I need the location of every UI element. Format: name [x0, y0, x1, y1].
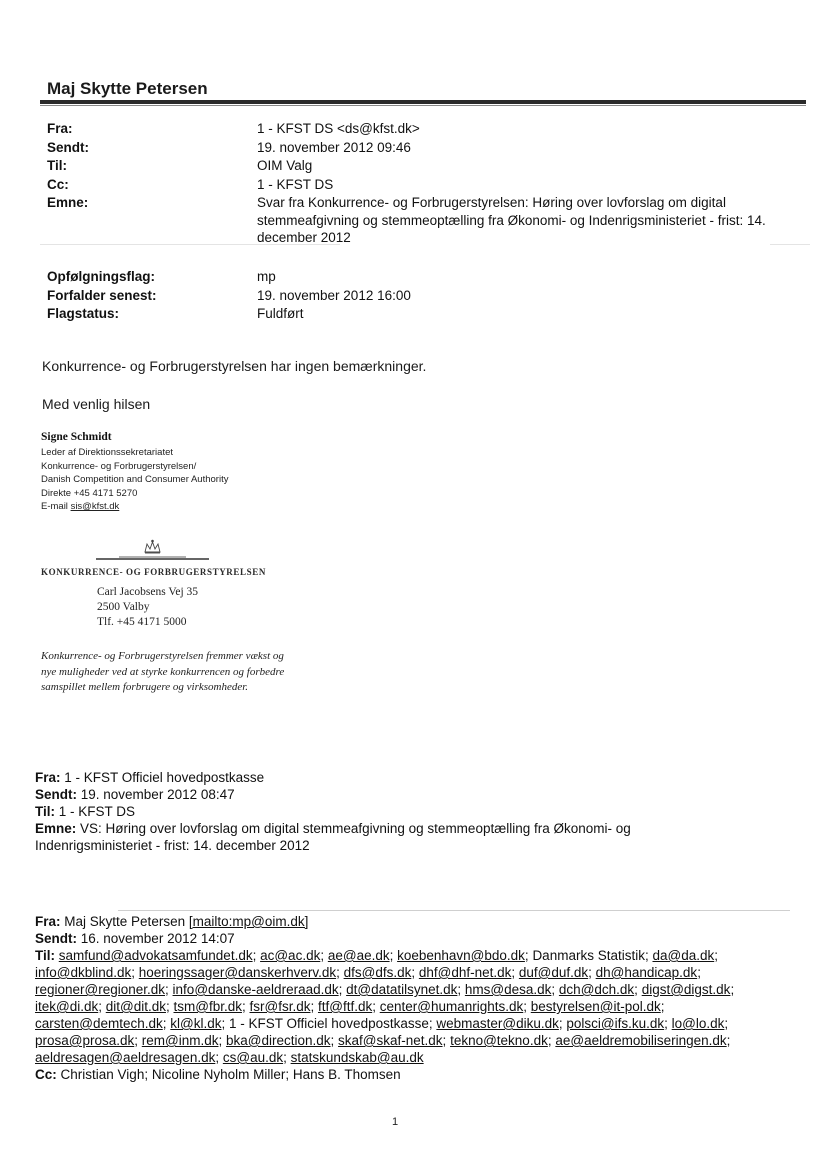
flag-status-value: Fuldført — [257, 306, 304, 321]
recipient-email-link[interactable]: koebenhavn@bdo.dk — [397, 948, 525, 963]
recipient-email-link[interactable]: dh@handicap.dk — [595, 965, 698, 980]
message-body: Konkurrence- og Forbrugerstyrelsen har ingen bemærkninger. — [42, 358, 427, 374]
recipient-email-link[interactable]: ac@ac.dk — [260, 948, 321, 963]
flag-due-value: 19. november 2012 16:00 — [257, 288, 411, 303]
recipient-email-link[interactable]: ae@ae.dk — [327, 948, 390, 963]
forwarded-header-1 — [35, 769, 685, 854]
flag-followup-label: Opfølgningsflag: — [47, 269, 155, 284]
recipient-email-link[interactable]: hoeringssager@danskerhverv.dk — [138, 965, 337, 980]
address-phone: Tlf. +45 4171 5000 — [97, 616, 187, 628]
header-subject-label: Emne: — [47, 195, 89, 210]
fwd2-to-row: Til: samfund@advokatsamfundet.dk; ac@ac.dk; ae@ae.dk; koebenhavn@bdo.dk; Danmarks Statistik; da@da.dk; info@dkblind.dk; hoeringssager@danskerhverv.dk; dfs@dfs.dk; dhf@dhf-net.dk; duf@duf.dk; dh@handicap.dk; regioner@regioner.dk; info@danske-aeldreraad.dk; dt@datatilsynet.dk; hms@desa.dk; dch@dch.dk; digst@digst.dk; itek@di.dk; dit@dit.dk; tsm@fbr.dk; fsr@fsr.dk; ftf@ftf.dk; center@humanrights.dk; bestyrelsen@it-pol.dk; carsten@demtech.dk; kl@kl.dk; 1 - KFST Officiel hovedpostkasse; webmaster@diku.dk; polsci@ifs.ku.dk; lo@lo.dk; prosa@prosa.dk; rem@inm.dk; bka@direction.dk; skaf@skaf-net.dk; tekno@tekno.dk; ae@aeldremobiliseringen.dk; aeldresagen@aeldresagen.dk; cs@au.dk; statskundskab@au.dk — [35, 948, 735, 1065]
recipient-email-link[interactable]: tsm@fbr.dk — [173, 999, 242, 1014]
recipient-email-link[interactable]: da@da.dk — [652, 948, 715, 963]
signature-title: Leder af Direktionssekretariatet — [41, 447, 174, 458]
recipient-email-link[interactable]: regioner@regioner.dk — [35, 982, 166, 997]
fwd1-sent: 19. november 2012 08:47 — [80, 787, 235, 802]
signature-email-label: E-mail — [41, 501, 68, 512]
recipient-email-link[interactable]: bka@direction.dk — [226, 1033, 331, 1048]
message-closing: Med venlig hilsen — [42, 396, 151, 412]
recipient-email-link[interactable]: center@humanrights.dk — [379, 999, 524, 1014]
recipient-email-link[interactable]: tekno@tekno.dk — [450, 1033, 548, 1048]
flag-status-label: Flagstatus: — [47, 306, 120, 321]
fwd2-from-label: Fra: — [35, 914, 61, 929]
fwd2-to-label: Til: — [35, 948, 55, 963]
recipient-email-link[interactable]: samfund@advokatsamfundet.dk — [58, 948, 253, 963]
recipient-email-link[interactable]: cs@au.dk — [222, 1050, 284, 1065]
fwd1-to: 1 - KFST DS — [58, 804, 136, 819]
recipient-email-link[interactable]: prosa@prosa.dk — [35, 1033, 135, 1048]
recipient-email-link[interactable]: rem@inm.dk — [141, 1033, 219, 1048]
fwd1-subject: VS: Høring over lovforslag om digital stemmeafgivning og stemmeoptælling fra Økonomi- og Indenrigsministeriet - frist: 14. december 2012 — [35, 821, 631, 853]
flag-due-label: Forfalder senest: — [47, 288, 157, 303]
separator — [118, 910, 790, 911]
header-cc-value: 1 - KFST DS — [257, 177, 334, 192]
signature-slogan: Konkurrence- og Forbrugerstyrelsen fremmer vækst og nye muligheder ved at styrke konkurrencen og forbedre samspillet mellem forbrugere og virksomheder. — [41, 650, 285, 693]
fwd1-to-label: Til: — [35, 804, 55, 819]
recipient-email-link[interactable]: info@dkblind.dk — [35, 965, 132, 980]
crown-icon — [41, 538, 281, 568]
recipient-email-link[interactable]: aeldresagen@aeldresagen.dk — [35, 1050, 216, 1065]
recipient-email-link[interactable]: dt@datatilsynet.dk — [346, 982, 458, 997]
recipient-name: 1 - KFST Officiel hovedpostkasse — [229, 1016, 429, 1031]
recipient-email-link[interactable]: info@danske-aeldreraad.dk — [172, 982, 339, 997]
recipient-email-link[interactable]: webmaster@diku.dk — [436, 1016, 559, 1031]
recipient-email-link[interactable]: dfs@dfs.dk — [343, 965, 412, 980]
header-to-label: Til: — [47, 158, 67, 173]
recipient-name: Danmarks Statistik — [532, 948, 645, 963]
recipient-email-link[interactable]: fsr@fsr.dk — [249, 999, 311, 1014]
fwd1-sent-label: Sendt: — [35, 787, 77, 802]
recipient-email-link[interactable]: kl@kl.dk — [170, 1016, 222, 1031]
fwd1-subject-label: Emne: — [35, 821, 77, 836]
signature-name: Signe Schmidt — [41, 431, 112, 443]
fwd2-from: Maj Skytte Petersen — [64, 914, 186, 929]
fwd1-to-row — [35, 803, 685, 820]
recipient-email-link[interactable]: polsci@ifs.ku.dk — [566, 1016, 665, 1031]
header-rule-thin — [40, 105, 806, 106]
recipient-email-link[interactable]: itek@di.dk — [35, 999, 99, 1014]
header-from-label: Fra: — [47, 121, 73, 136]
recipient-email-link[interactable]: skaf@skaf-net.dk — [338, 1033, 443, 1048]
recipient-email-link[interactable]: dit@dit.dk — [105, 999, 166, 1014]
fwd2-cc: Christian Vigh; Nicoline Nyholm Miller; Hans B. Thomsen — [60, 1067, 401, 1082]
signature-org-en: Danish Competition and Consumer Authority — [41, 474, 229, 485]
flag-followup-value: mp — [257, 269, 276, 284]
header-from-value: 1 - KFST DS <ds@kfst.dk> — [257, 121, 420, 136]
header-to-value: OIM Valg — [257, 158, 313, 173]
header-sent-label: Sendt: — [47, 140, 89, 155]
fwd2-sent-row — [35, 930, 755, 947]
fwd2-from-row — [35, 913, 755, 930]
fwd2-cc-row — [35, 1066, 755, 1083]
signature-org: Konkurrence- og Forbrugerstyrelsen/ — [41, 460, 197, 472]
recipient-email-link[interactable]: dch@dch.dk — [558, 982, 635, 997]
recipient-email-link[interactable]: dhf@dhf-net.dk — [418, 965, 512, 980]
recipient-email-link[interactable]: ftf@ftf.dk — [317, 999, 373, 1014]
fwd2-sent-label: Sendt: — [35, 931, 77, 946]
brand-wordmark: KONKURRENCE- OG FORBRUGERSTYRELSEN — [41, 567, 266, 577]
fwd1-from-label: Fra: — [35, 770, 61, 785]
signature-email-link[interactable]: sis@kfst.dk — [70, 501, 120, 512]
recipient-email-link[interactable]: lo@lo.dk — [671, 1016, 725, 1031]
fwd1-from-row — [35, 769, 685, 786]
signature-email-row — [41, 500, 228, 514]
mailbox-owner-name: Maj Skytte Petersen — [47, 79, 208, 98]
recipient-email-link[interactable]: carsten@demtech.dk — [35, 1016, 163, 1031]
recipient-email-link[interactable]: duf@duf.dk — [518, 965, 589, 980]
recipient-email-link[interactable]: bestyrelsen@it-pol.dk — [530, 999, 661, 1014]
recipient-email-link[interactable]: hms@desa.dk — [464, 982, 552, 997]
fwd2-from-mailto-link[interactable]: [mailto:mp@oim.dk] — [188, 914, 309, 929]
header-sent-value: 19. november 2012 09:46 — [257, 140, 411, 155]
fwd2-cc-label: Cc: — [35, 1067, 57, 1082]
recipient-email-link[interactable]: digst@digst.dk — [641, 982, 731, 997]
recipient-email-link[interactable]: statskundskab@au.dk — [290, 1050, 424, 1065]
signature-block — [41, 446, 228, 514]
fwd1-from: 1 - KFST Officiel hovedpostkasse — [64, 770, 265, 785]
postal-address — [97, 585, 198, 630]
address-street: Carl Jacobsens Vej 35 — [97, 586, 199, 598]
fwd1-subject-row — [35, 820, 685, 854]
page-number: 1 — [392, 1116, 399, 1128]
fwd2-sent: 16. november 2012 14:07 — [80, 931, 235, 946]
recipient-email-link[interactable]: ae@aeldremobiliseringen.dk — [555, 1033, 727, 1048]
fwd1-sent-row — [35, 786, 685, 803]
header-cc-label: Cc: — [47, 177, 69, 192]
forwarded-header-2 — [35, 913, 755, 1083]
signature-phone: Direkte +45 4171 5270 — [41, 487, 138, 499]
header-subject-value: Svar fra Konkurrence- og Forbrugerstyrelsen: Høring over lovforslag om digital stemmeafgivning og stemmeoptælling fra Økonomi- og Indenrigsministeriet - frist: 14. december 2012 — [257, 195, 766, 245]
header-rule — [40, 100, 806, 104]
address-city: 2500 Valby — [97, 601, 150, 613]
